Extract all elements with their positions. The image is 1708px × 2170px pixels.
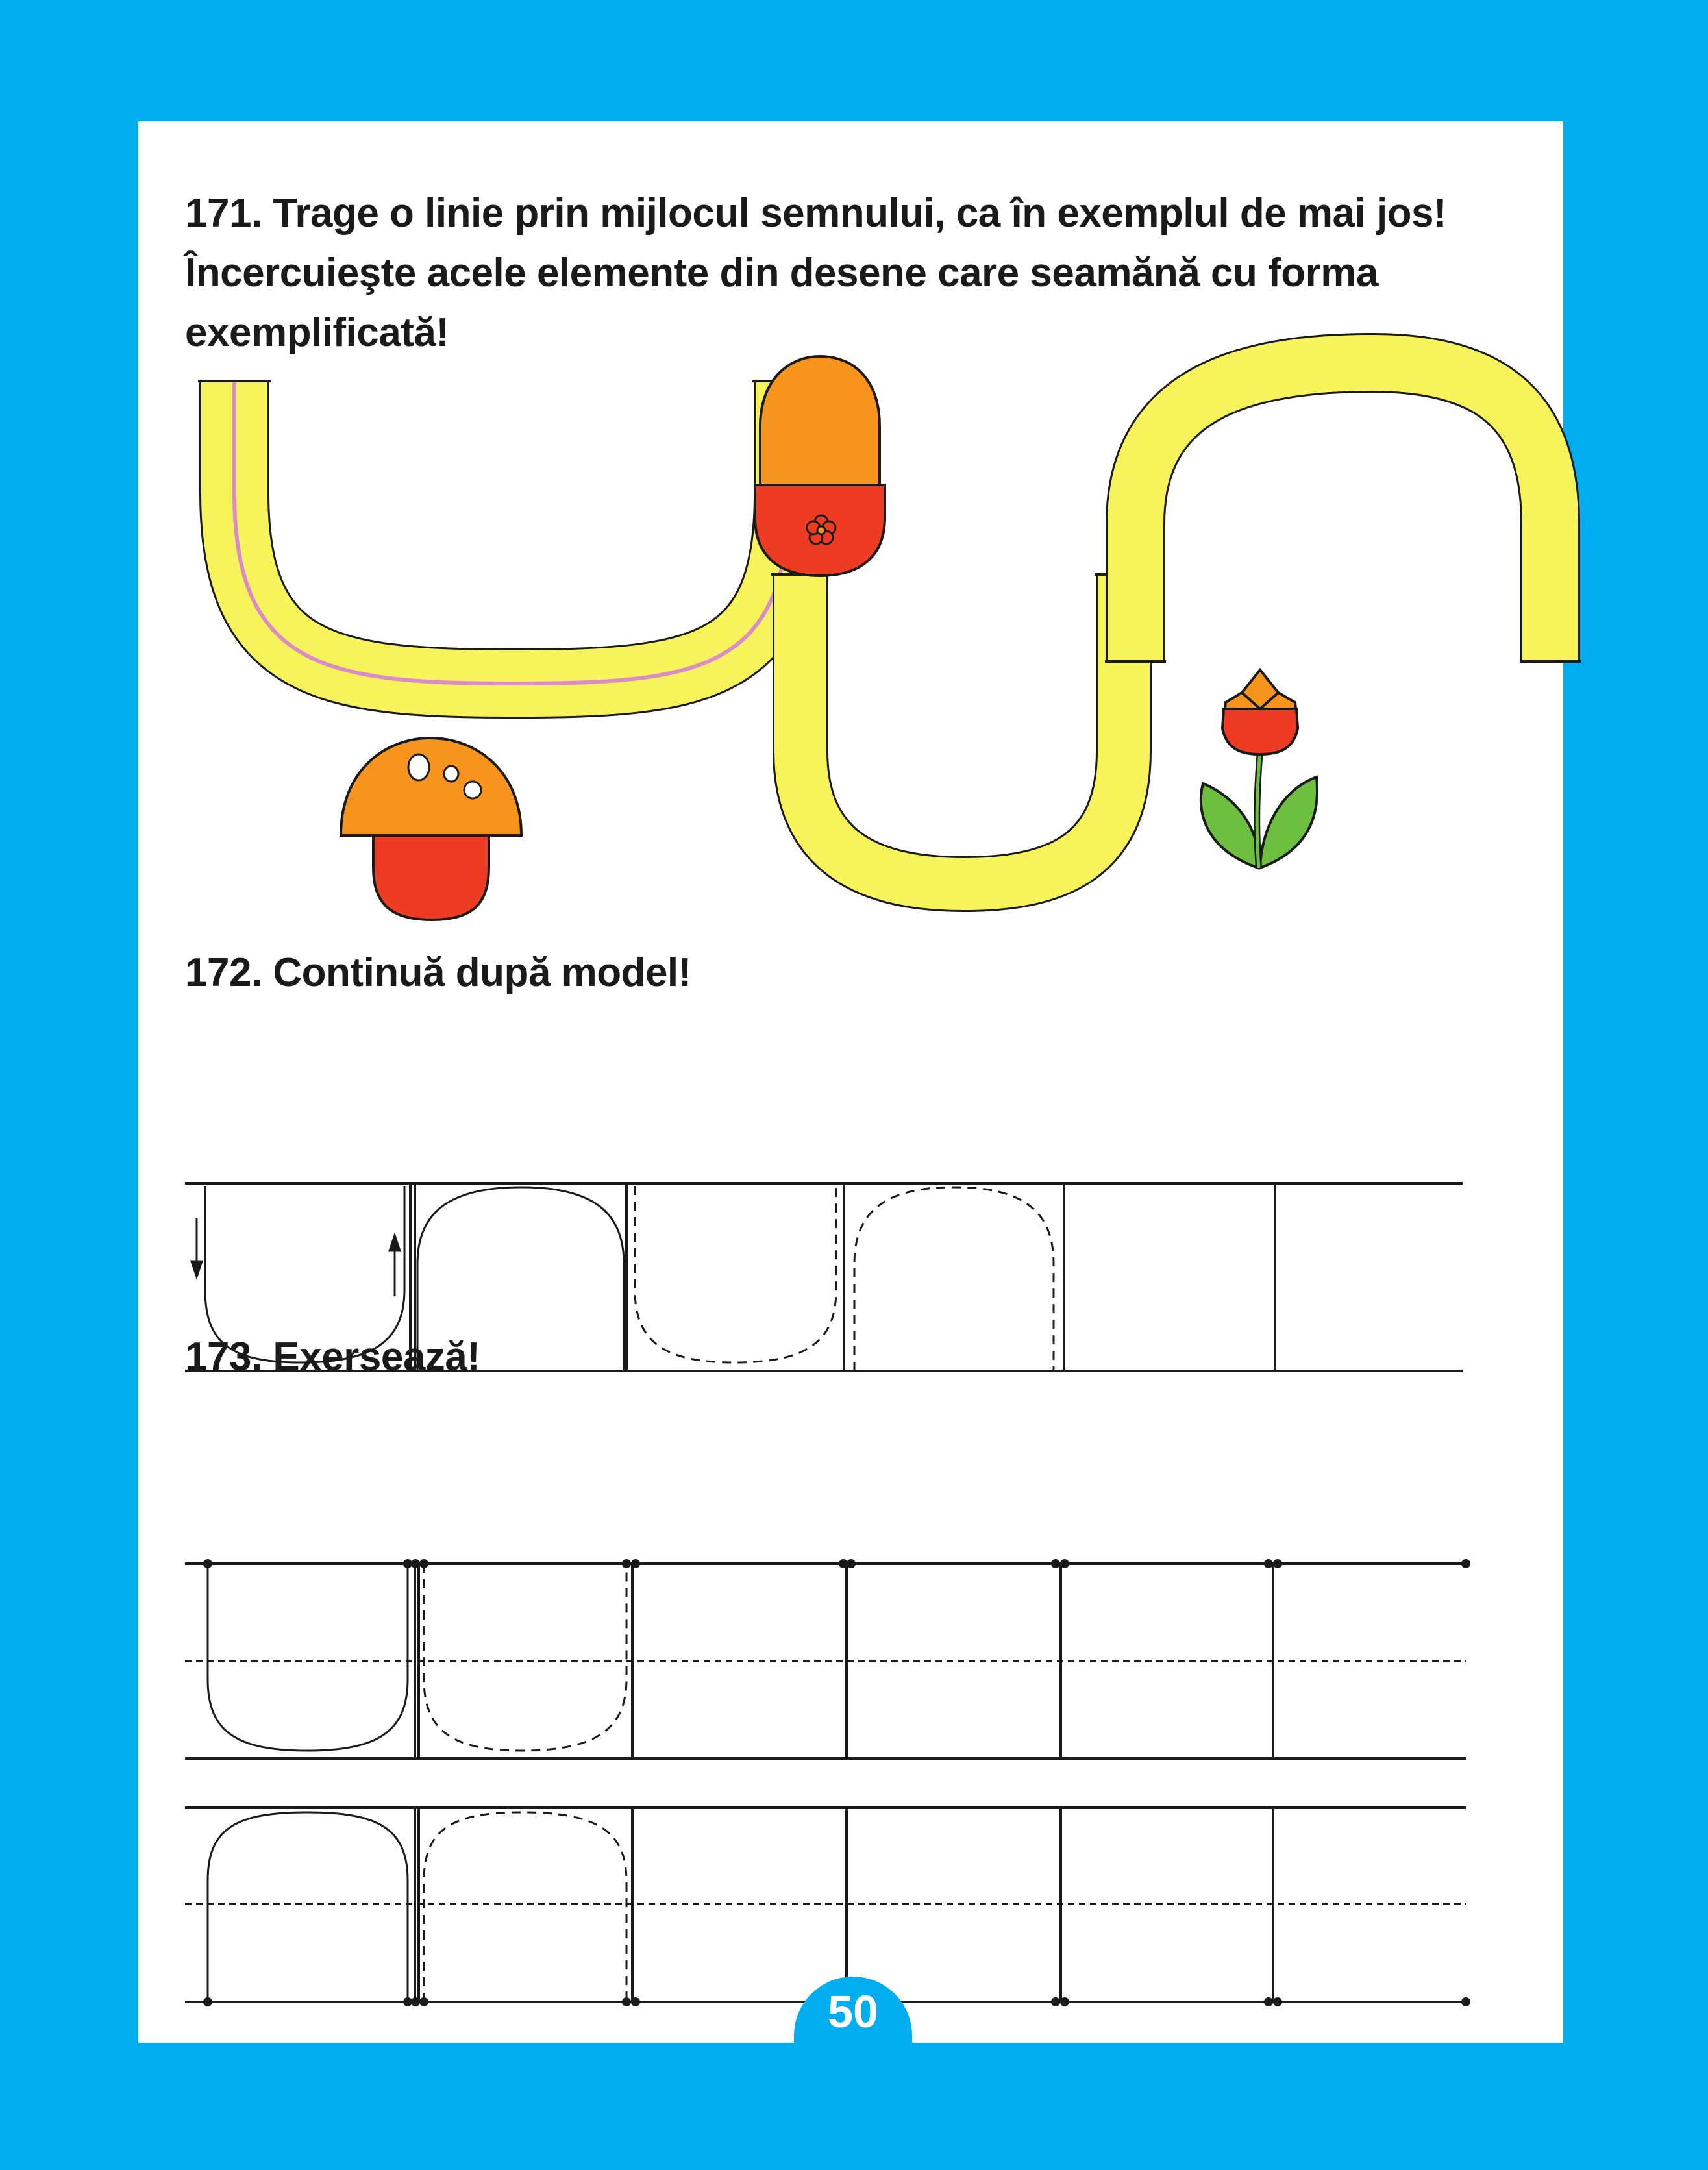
exercise-number: 173. bbox=[185, 1335, 262, 1379]
acorn bbox=[755, 356, 885, 576]
exercise-number: 171. bbox=[185, 191, 262, 236]
exercise-171-line-2: Încercuieşte acele elemente din desene care seamănă cu forma bbox=[185, 251, 1378, 295]
exercise-number: 172. bbox=[185, 950, 262, 995]
dashed-practice-inverted-u-shape bbox=[424, 1812, 626, 2002]
instruction-text: Exersează! bbox=[273, 1335, 480, 1379]
dashed-u-shape bbox=[635, 1186, 836, 1362]
practice-u-shape bbox=[208, 1564, 408, 1751]
exercise-171-line-3: exemplificată! bbox=[185, 310, 449, 355]
instruction-text: Continuă după model! bbox=[273, 950, 691, 995]
exercise-171-illustrations bbox=[138, 121, 1563, 933]
inverted-u-shape bbox=[1105, 363, 1581, 661]
dashed-practice-u-shape bbox=[424, 1564, 626, 1751]
practice-row-2[interactable] bbox=[185, 1808, 1470, 2006]
exercise-173-title bbox=[185, 1327, 480, 1387]
exercise-173-line-1 bbox=[185, 1327, 480, 1387]
practice-row-1[interactable] bbox=[185, 1559, 1470, 1758]
mushroom bbox=[341, 738, 521, 920]
practice-inverted-u-shape bbox=[208, 1812, 408, 2002]
worksheet-page bbox=[138, 121, 1563, 2043]
instruction-text: Trage o linie prin mijlocul semnului, ca în exemplul de mai jos! bbox=[273, 191, 1447, 236]
tulip bbox=[1201, 670, 1317, 868]
exercise-172-title bbox=[185, 943, 691, 1003]
exercise-173-practice-rows[interactable] bbox=[138, 1536, 1563, 2004]
u-shape bbox=[771, 574, 1153, 884]
dashed-inverted-u-shape bbox=[854, 1187, 1054, 1371]
page-number: 50 bbox=[794, 1977, 912, 2043]
exercise-172-line-1 bbox=[185, 943, 691, 1003]
u-shape-with-guide-line bbox=[198, 380, 825, 684]
